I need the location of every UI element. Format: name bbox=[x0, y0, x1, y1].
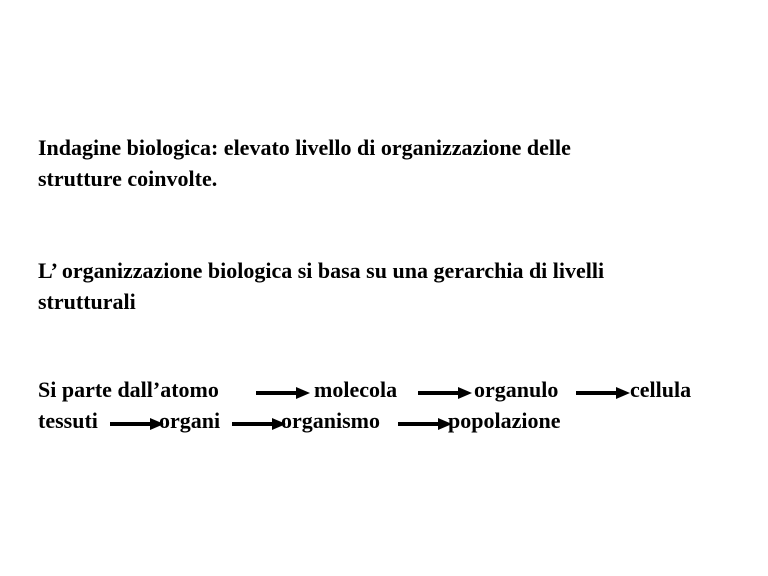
sequence-item-organi: organi bbox=[159, 408, 221, 433]
arrow-right-icon bbox=[398, 418, 452, 430]
sequence-item-popolazione: popolazione bbox=[448, 408, 561, 433]
sequence-item-organismo: organismo bbox=[281, 408, 380, 433]
hierarchy-paragraph bbox=[38, 255, 604, 317]
sequence-intro: Si parte dall’atomo bbox=[38, 377, 219, 402]
intro-line-2: strutture coinvolte. bbox=[38, 166, 218, 191]
arrow-right-icon bbox=[576, 387, 630, 399]
sequence-item-cellula: cellula bbox=[630, 377, 692, 402]
sequence-item-tessuti: tessuti bbox=[38, 408, 98, 433]
arrow-right-icon bbox=[418, 387, 472, 399]
sequence-item-molecola: molecola bbox=[314, 377, 398, 402]
hierarchy-line-2: strutturali bbox=[38, 289, 136, 314]
hierarchy-line-1: L’ organizzazione biologica si basa su una gerarchia di livelli bbox=[38, 258, 605, 283]
sequence-item-organulo: organulo bbox=[474, 377, 559, 402]
intro-paragraph bbox=[38, 132, 571, 194]
arrow-right-icon bbox=[110, 418, 164, 430]
arrow-right-icon bbox=[232, 418, 286, 430]
arrow-right-icon bbox=[256, 387, 310, 399]
intro-line-1: Indagine biologica: elevato livello di organizzazione delle bbox=[38, 135, 571, 160]
